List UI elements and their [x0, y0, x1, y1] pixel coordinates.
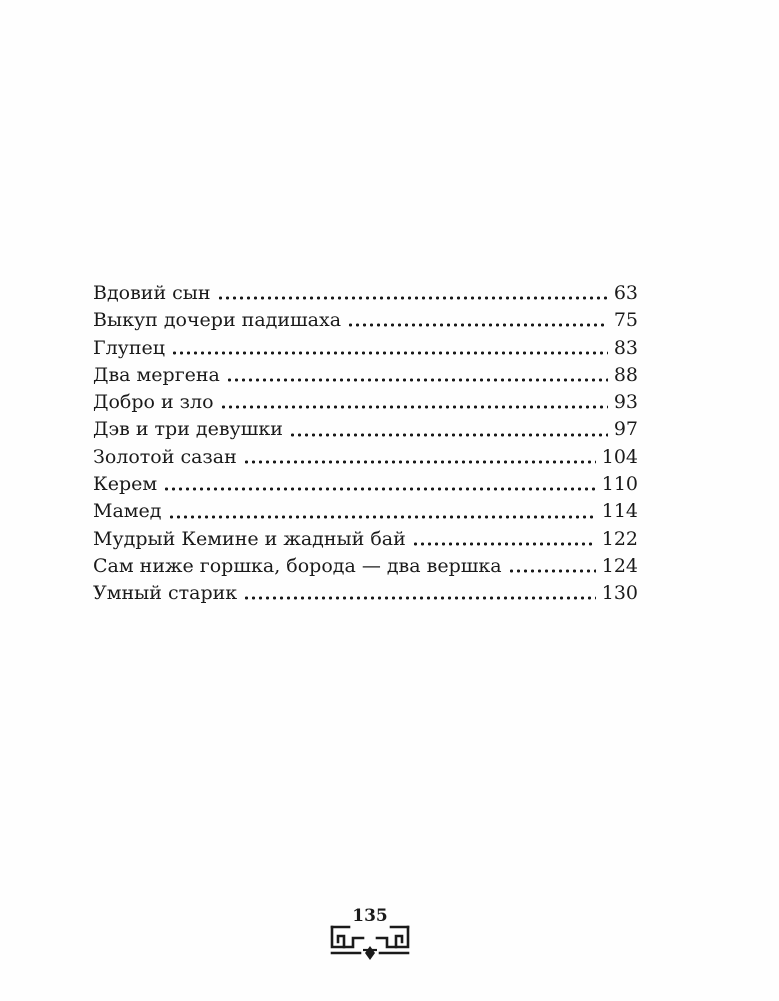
toc-entry[interactable]	[93, 335, 638, 362]
toc-entry-title: Мудрый Кемине и жадный бай	[93, 527, 406, 550]
toc-entry-page: 104	[601, 445, 638, 468]
toc-entry-title: Керем	[93, 473, 158, 496]
toc-leader-dots	[347, 323, 608, 327]
toc-leader-dots	[508, 569, 596, 573]
toc-entry[interactable]	[93, 553, 638, 580]
toc-leader-dots	[243, 460, 596, 464]
toc-leader-dots	[171, 351, 608, 355]
meander-ornament-icon	[329, 920, 411, 962]
toc-leader-dots	[226, 378, 608, 382]
toc-entry-title: Золотой сазан	[93, 445, 237, 468]
toc-entry-page: 63	[613, 282, 638, 304]
toc-entry[interactable]	[93, 280, 638, 307]
toc-entry[interactable]	[93, 580, 638, 607]
toc-entry-page: 110	[601, 473, 638, 496]
toc-entry[interactable]	[93, 307, 638, 334]
toc-leader-dots	[412, 542, 596, 546]
toc-entry-page: 124	[601, 554, 638, 577]
toc-entry[interactable]	[93, 444, 638, 471]
toc-entry-title: Глупец	[93, 336, 165, 359]
page-footer	[329, 906, 411, 964]
toc-entry[interactable]	[93, 526, 638, 553]
toc-entry[interactable]	[93, 362, 638, 389]
toc-entry-page: 130	[601, 582, 638, 605]
toc-entry-page: 83	[613, 336, 638, 359]
toc-entry-title: Два мергена	[93, 363, 220, 386]
toc-entry-title: Сам ниже горшка, борода — два вершка	[93, 554, 502, 577]
toc-leader-dots	[168, 515, 596, 519]
toc-entry-title: Выкуп дочери падишаха	[93, 309, 342, 332]
table-of-contents	[93, 280, 638, 608]
toc-entry-title: Мамед	[93, 500, 162, 523]
toc-entry[interactable]	[93, 416, 638, 443]
toc-leader-dots	[163, 487, 596, 491]
toc-entry-page: 93	[613, 391, 638, 414]
toc-entry-title: Умный старик	[93, 582, 238, 605]
toc-entry-title: Дэв и три девушки	[93, 418, 283, 441]
toc-leader-dots	[220, 405, 608, 409]
toc-entry-title: Вдовий сын	[93, 282, 211, 304]
toc-entry-page: 114	[601, 500, 638, 523]
toc-entry-page: 88	[613, 363, 638, 386]
toc-entry-title: Добро и зло	[93, 391, 214, 414]
page-number: 135	[352, 906, 388, 926]
toc-entry-page: 97	[613, 418, 638, 441]
toc-entry-page: 75	[613, 309, 638, 332]
toc-entry[interactable]	[93, 498, 638, 525]
toc-entry[interactable]	[93, 389, 638, 416]
toc-entry-page: 122	[601, 527, 638, 550]
toc-leader-dots	[289, 433, 608, 437]
toc-leader-dots	[243, 596, 596, 600]
toc-entry[interactable]	[93, 471, 638, 498]
toc-leader-dots	[217, 296, 608, 300]
